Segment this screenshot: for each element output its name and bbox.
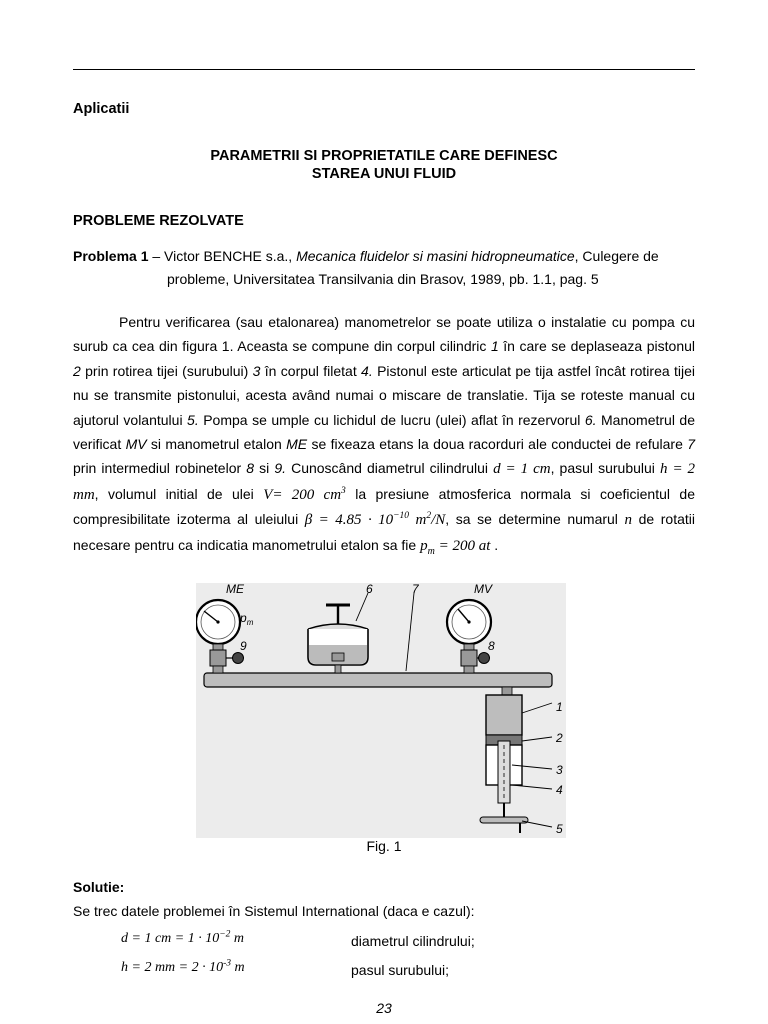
math-beta xyxy=(305,512,446,528)
text-run: , volumul initial de ulei xyxy=(94,485,264,502)
screw-rod-3 xyxy=(498,741,510,803)
label-pm-sub: m xyxy=(246,618,254,627)
ref-num: 3 xyxy=(252,362,261,379)
math-exp: −10 xyxy=(393,511,410,522)
ref-num: 7 xyxy=(687,436,695,453)
label-9: 9 xyxy=(240,639,247,653)
title-line-1: PARAMETRII SI PROPRIETATILE CARE DEFINESC xyxy=(210,148,558,164)
title-line-2: STAREA UNUI FLUID xyxy=(311,166,457,182)
math-pressure xyxy=(420,537,491,557)
label-3: 3 xyxy=(556,763,563,777)
figure-pump-diagram xyxy=(196,583,566,838)
handwheel-5 xyxy=(480,817,528,823)
equation-diameter xyxy=(121,931,244,947)
eq-part: d = 1 cm = 1 · 10 xyxy=(121,931,220,946)
label-2: 2 xyxy=(556,731,563,745)
subsection-heading: PROBLEME REZOLVATE xyxy=(73,213,244,229)
solution-intro: Se trec datele problemei în Sistemul International (daca e cazul): xyxy=(73,903,475,919)
text-run: Manometrul de verificat xyxy=(73,411,695,453)
math-part: β = 4.85 · 10 xyxy=(304,512,394,529)
page-number: 23 xyxy=(376,1000,392,1016)
section-heading: Aplicatii xyxy=(73,101,130,117)
text-run: în corpul filetat xyxy=(260,362,362,379)
header-rule xyxy=(73,69,695,70)
text-run: în care se deplaseaza pistonul xyxy=(498,338,696,355)
problem-label: Problema 1 xyxy=(73,248,149,264)
label-5: 5 xyxy=(556,822,563,836)
eq-part: m xyxy=(230,931,245,946)
math-part: /N xyxy=(431,512,446,529)
label-8: 8 xyxy=(488,639,495,653)
label-4: 4 xyxy=(556,783,563,797)
math-part: = 200 at xyxy=(434,537,491,554)
page-title xyxy=(73,147,695,183)
ref-rest-2: probleme, Universitatea Transilvania din Brasov, 1989, pb. 1.1, pag. 5 xyxy=(167,271,599,287)
text-run: Pistonul este articulat pe tija astfel încât rotirea tijei nu se transmite pistonului, acesta având numai o miscare de translatie. Tija se roteste manual cu ajutorul volantului xyxy=(73,362,695,428)
label-1: 1 xyxy=(556,700,563,714)
eq-exp: −2 xyxy=(219,929,231,940)
eq-part: h = 2 mm = 2 · 10 xyxy=(121,960,224,975)
problem-reference xyxy=(73,245,695,291)
text-run: se fixeaza etans la doua racorduri ale conductei de refulare xyxy=(307,436,688,453)
text-run: Pentru verificarea (sau etalonarea) manometrelor se poate utiliza o instalatie cu pompa cu surub ca cea din figura 1. Aceasta se compune din corpul cilindric xyxy=(73,314,695,355)
ref-author: – Victor BENCHE s.a., xyxy=(148,248,297,264)
label-6: 6 xyxy=(366,583,373,596)
cylinder-1 xyxy=(486,695,522,735)
text-run: si xyxy=(254,460,275,477)
ref-num: 2 xyxy=(73,362,81,379)
ref-num: 8 xyxy=(246,460,255,477)
ref-rest-1: , Culegere de xyxy=(574,248,659,264)
label-pm-main: p xyxy=(240,611,247,625)
math-diameter: d = 1 cm xyxy=(493,461,551,478)
math-exp: 3 xyxy=(341,485,346,496)
label-mv: MV xyxy=(474,583,492,596)
solution-heading: Solutie: xyxy=(73,879,125,895)
label-me: ME xyxy=(226,583,244,596)
figure-caption: Fig. 1 xyxy=(366,838,402,854)
math-n: n xyxy=(624,512,632,529)
ref-num: 4. xyxy=(361,362,373,379)
ref-mv: MV xyxy=(125,436,147,453)
math-part: V= 200 cm xyxy=(263,486,342,503)
ref-book-title: Mecanica fluidelor si masini hidropneumatice xyxy=(296,248,575,264)
text-run: , pasul surubului xyxy=(550,460,660,477)
eq-part: m xyxy=(231,960,245,975)
ref-num: 9. xyxy=(274,460,286,477)
math-part: m xyxy=(409,512,427,529)
text-run: Pompa se umple cu lichidul de lucru (ulei) aflat în rezervorul xyxy=(198,411,585,428)
problem-statement xyxy=(73,310,695,564)
text-run: de rotatii necesare pentru ca indicatia manometrului etalon sa fie xyxy=(73,511,695,553)
text-run: . xyxy=(490,536,499,553)
text-run: prin rotirea tijei (surubului) xyxy=(80,362,253,379)
ref-num: 6. xyxy=(584,411,597,428)
text-run: si manometrul etalon xyxy=(146,436,287,453)
ref-me: ME xyxy=(286,436,308,453)
ref-num: 1 xyxy=(490,338,499,355)
eq-exp: -3 xyxy=(223,958,232,969)
text-run: Cunoscând diametrul cilindrului xyxy=(286,460,494,477)
equation-pitch-desc: pasul surubului; xyxy=(351,962,450,978)
ref-num: 5. xyxy=(187,411,199,428)
math-exp: 2 xyxy=(426,511,432,522)
text-run: la presiune atmosferica normala si coeficientul de compresibilitate izoterma al uleiului xyxy=(73,485,695,528)
equation-pitch xyxy=(121,960,245,976)
math-pitch: h = 2 mm xyxy=(73,461,696,503)
math-sub: m xyxy=(427,545,435,557)
text-run: prin intermediul robinetelor xyxy=(73,460,247,477)
pipe-main xyxy=(204,673,552,687)
math-volume xyxy=(263,487,346,503)
text-run: , sa se determine numarul xyxy=(445,511,625,528)
math-part: p xyxy=(420,537,428,554)
equation-diameter-desc: diametrul cilindrului; xyxy=(351,933,475,949)
label-7: 7 xyxy=(412,583,419,596)
